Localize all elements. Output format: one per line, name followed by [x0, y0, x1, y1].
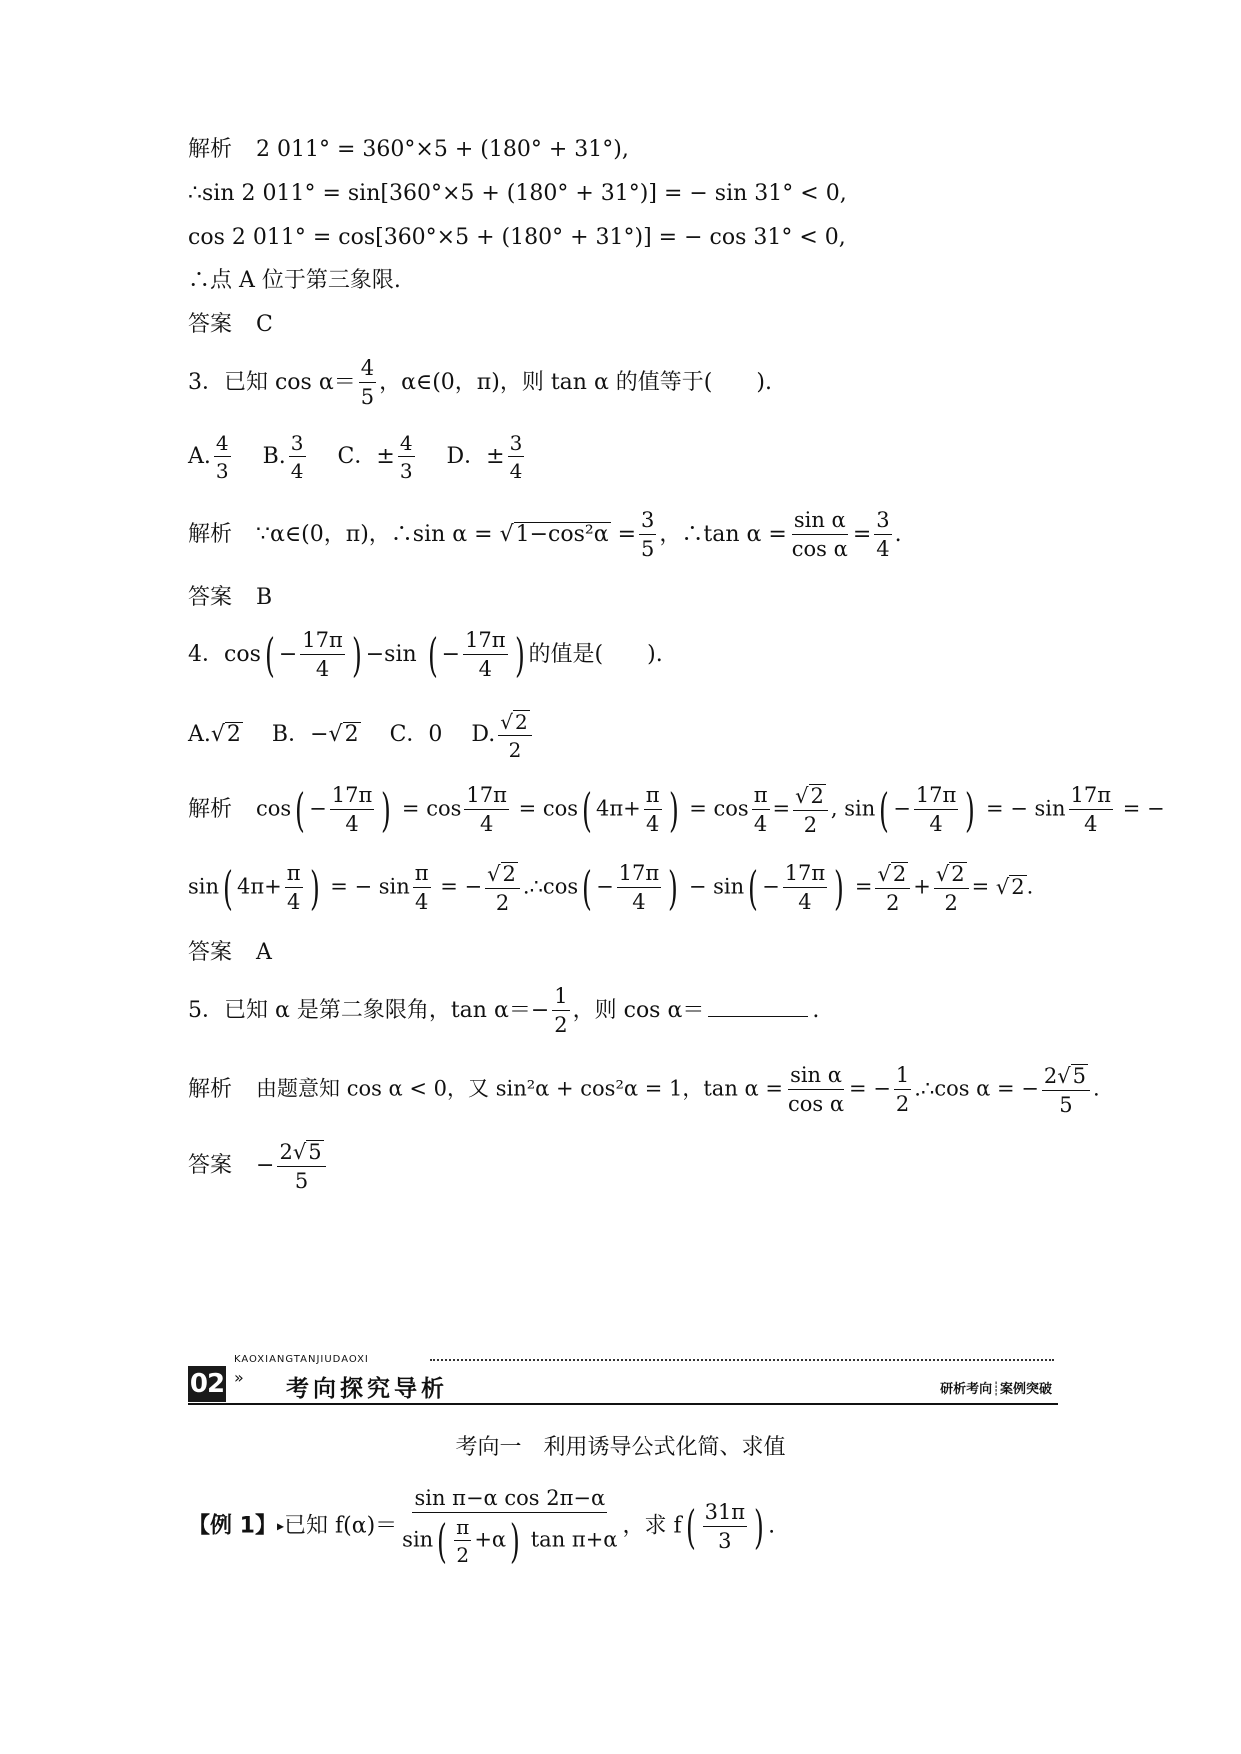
q4-stem-mid: −sin: [365, 642, 417, 667]
analysis-line-2: ∴sin 2 011° = sin[360°×5 + (180° + 31°)] = − sin 31° < 0,: [188, 181, 847, 206]
right-paren: ): [514, 628, 525, 682]
answer-line-1: [188, 314, 273, 336]
left-paren: (: [264, 628, 275, 682]
denominator: 4: [290, 459, 304, 483]
chevron-right-icon: »: [234, 1368, 244, 1387]
fraction: [639, 510, 656, 560]
option-fraction: [398, 433, 415, 481]
example-fraction: [400, 1486, 619, 1568]
option-fraction: [289, 433, 306, 481]
numerator: 3: [874, 510, 891, 535]
option-fraction: [214, 433, 231, 481]
answer-label: 答案: [188, 940, 233, 965]
fraction: [703, 1499, 748, 1553]
analysis-label: 解析: [188, 137, 233, 162]
coefficient: 2: [279, 1140, 293, 1164]
numerator: 17π: [617, 863, 662, 888]
question-5: [188, 986, 819, 1036]
option-label: A.: [188, 444, 211, 469]
option-label: D.: [471, 722, 496, 747]
numerator: 17π: [1069, 785, 1114, 810]
radicand: 2: [226, 722, 241, 747]
numerator: 4: [399, 431, 413, 455]
denominator: 4: [509, 459, 523, 483]
option-label: A.: [188, 722, 211, 747]
denominator: 3: [399, 459, 413, 483]
q3-fraction: [359, 358, 376, 408]
q5-stem-mid: ，则 cos α＝: [572, 998, 705, 1023]
q3-options: [188, 433, 549, 481]
denominator: 5: [641, 537, 655, 561]
period: .: [1093, 1076, 1100, 1101]
option-fraction: [508, 433, 525, 481]
example-1: [188, 1486, 776, 1568]
numerator: 3: [639, 510, 656, 535]
option-b: [262, 431, 309, 483]
denominator: 4: [478, 657, 493, 681]
numerator: 1: [894, 1065, 911, 1090]
analysis-line-4: ∴点 A 位于第三象限.: [188, 268, 401, 293]
analysis-label: 解析: [188, 522, 233, 547]
denominator: cos α: [787, 1092, 845, 1116]
left-paren: (: [685, 1499, 696, 1554]
option-label: B．−: [271, 722, 329, 747]
equals: =: [852, 522, 872, 547]
section-tagline: 研析考向┊案例突破: [940, 1382, 1052, 1397]
section-pinyin: KAOXIANGTANJIUDAOXI: [234, 1354, 369, 1365]
right-paren: ): [351, 628, 362, 682]
example-stem: 已知 f(α)＝: [284, 1513, 398, 1539]
section-title: 考向探究导析: [286, 1376, 448, 1402]
section-number: 02: [188, 1366, 226, 1402]
radicand: 5: [1072, 1064, 1087, 1088]
analysis-line-1: [188, 139, 629, 161]
numerator: 17π: [914, 785, 959, 810]
answer-fraction: [277, 1140, 325, 1192]
option-c: C．0: [389, 722, 443, 747]
fraction: [1042, 1064, 1090, 1116]
banner-rule: [188, 1403, 1058, 1405]
q5-answer: [188, 1140, 329, 1192]
example-label: 【例 1】: [188, 1513, 277, 1539]
q5-stem: 5．已知 α 是第二象限角，tan α＝−: [188, 998, 550, 1023]
radicand: 2: [344, 722, 359, 747]
option-label: C．±: [337, 444, 395, 469]
answer-sign: −: [256, 1153, 275, 1178]
radicand: 1−cos²α: [515, 522, 609, 547]
denominator: 2: [456, 1543, 470, 1567]
q5-analysis: [188, 1064, 1100, 1116]
denominator: 4: [1084, 812, 1098, 836]
q4-options: [188, 710, 557, 760]
analysis-text: 2 011° = 360°×5 + (180° + 31°),: [256, 137, 629, 162]
numerator: sin π−α cos 2π−α: [412, 1488, 607, 1513]
right-paren: ): [754, 1499, 765, 1554]
numerator: π: [456, 1515, 470, 1539]
denominator: 5: [360, 385, 375, 409]
q3-answer: [188, 587, 272, 609]
fraction: [454, 1517, 471, 1565]
period: .: [812, 998, 820, 1023]
sqrt-expression: √5: [292, 1140, 322, 1164]
q3-solution-text: ，∴tan α =: [659, 522, 787, 547]
denominator: 5: [294, 1169, 309, 1193]
left-paren: (: [437, 1514, 448, 1568]
numerator: 4: [215, 431, 229, 455]
q4-analysis-line-2: sin( 4π+ $\frac{\pi}{4}$ ) = − sin $\frac{\pi}{4}$ = − $\frac{√2}{2}$ .∴cos( − $\frac{17\pi}{4}$ ) − sin( − $\frac{17\pi}{4}$ ) = $\frac{√2}{2}$ + $\frac{√2}{2}$ = √2.: [188, 861, 1034, 915]
numerator: [277, 1140, 325, 1167]
numerator: 3: [290, 431, 304, 455]
q3-stem-tail: ，α∈(0，π)，则 tan α 的值等于( ).: [379, 370, 772, 395]
radicand: 5: [308, 1140, 322, 1164]
q5-solution-text: = −: [849, 1076, 891, 1101]
analysis-label: 解析: [188, 1076, 233, 1102]
denominator: cos α: [791, 537, 848, 561]
option-label: B.: [262, 444, 286, 469]
denominator: 2: [508, 738, 522, 762]
section-banner: [188, 1354, 1058, 1404]
right-paren: ): [510, 1514, 521, 1568]
denominator: 3: [215, 459, 229, 483]
radicand: 2: [515, 710, 528, 734]
q4-analysis-line-1: 解析 cos( − $\frac{17\pi}{4}$ ) = cos $\frac{17\pi}{4}$ = cos( 4π+ $\frac{\pi}{4}$ ) = cos $\frac{\pi}{4}$ = $\frac{√2}{2}$ , sin( − $\frac{17\pi}{4}$ ) = − sin $\frac{17\pi}{4}$ = −: [188, 783, 1165, 837]
option-a: [188, 722, 243, 747]
denominator: 4: [345, 812, 359, 836]
fraction: [786, 1065, 846, 1115]
option-a: [188, 431, 234, 483]
equals: =: [617, 522, 636, 547]
numerator: 4: [359, 358, 376, 383]
numerator: 17π: [464, 785, 509, 810]
question-3: [188, 358, 772, 408]
q3-stem: 3．已知 cos α＝: [188, 370, 356, 395]
q3-solution-text: ∵α∈(0，π)，∴sin α =: [256, 522, 493, 547]
q4-stem-tail: 的值是( ).: [528, 642, 663, 667]
answer-value: C: [256, 312, 273, 337]
numerator: √ 2: [498, 710, 531, 736]
q4-stem: 4．cos: [188, 642, 261, 667]
fraction: [463, 630, 508, 680]
denominator: 4: [798, 890, 812, 914]
denominator: 2: [554, 1013, 568, 1037]
numerator: 17π: [783, 863, 828, 888]
sqrt-expression: √2: [328, 722, 359, 747]
analysis-line-3: cos 2 011° = cos[360°×5 + (180° + 31°)] = − cos 31° < 0,: [188, 225, 846, 250]
option-fraction: [498, 710, 531, 760]
q3-analysis: [188, 510, 902, 560]
fraction: [874, 510, 891, 560]
example-tail: ，求 f: [622, 1513, 682, 1539]
denominator-part: tan π+α: [530, 1527, 618, 1552]
answer-label: 答案: [188, 312, 233, 337]
period: .: [768, 1513, 776, 1539]
fraction: [300, 630, 345, 680]
subsection-title: 考向一 利用诱导公式化简、求值: [455, 1435, 786, 1460]
denominator: 4: [632, 890, 646, 914]
answer-value: B: [256, 585, 273, 610]
sqrt-expression: √2: [210, 722, 241, 747]
option-d: [446, 431, 528, 483]
numerator: sin α: [788, 1065, 844, 1090]
denominator: 5: [1059, 1093, 1073, 1117]
answer-value: A: [256, 940, 272, 965]
numerator: 1: [552, 986, 569, 1011]
fraction: [552, 986, 569, 1036]
numerator: 17π: [300, 630, 345, 655]
coefficient: 2: [1043, 1064, 1058, 1088]
fraction: [790, 510, 850, 560]
denominator: 4: [929, 812, 943, 836]
denominator: 4: [876, 537, 890, 561]
q5-solution-text: 由题意知 cos α < 0，又 sin²α + cos²α = 1，tan α =: [256, 1076, 783, 1101]
answer-label: 答案: [188, 1153, 233, 1178]
triangle-right-icon: ▸: [276, 1518, 284, 1535]
numerator: sin α: [792, 510, 848, 535]
numerator: 17π: [330, 785, 375, 810]
period: .: [894, 522, 902, 547]
numerator: 17π: [463, 630, 508, 655]
dotted-divider: [430, 1359, 1054, 1361]
sqrt-expression: √1−cos²α: [499, 522, 609, 547]
q4-answer: [188, 942, 272, 964]
denominator: 4: [479, 812, 494, 836]
option-c: [337, 431, 418, 483]
sqrt-expression: √5: [1057, 1064, 1087, 1088]
denominator: 4: [315, 657, 330, 681]
option-b: [272, 722, 361, 747]
question-4: 4．cos( − $\frac{17\pi}{4}$ ) −sin ( − $\frac{17\pi}{4}$ ) 的值是( ).: [188, 628, 663, 682]
answer-label: 答案: [188, 585, 233, 610]
analysis-label: 解析: [188, 796, 233, 822]
denominator-part: sin: [402, 1527, 434, 1552]
denominator: 2: [895, 1092, 910, 1116]
denominator: 3: [718, 1528, 732, 1553]
answer-blank: [708, 1016, 808, 1017]
denominator: [400, 1513, 619, 1568]
numerator: 3: [509, 431, 523, 455]
numerator: 31π: [703, 1502, 748, 1527]
option-label: D．±: [446, 444, 505, 469]
numerator: [1042, 1064, 1090, 1091]
denominator-part: +α: [474, 1527, 507, 1552]
q5-solution-text: .∴cos α = −: [914, 1076, 1039, 1101]
fraction: [894, 1065, 911, 1115]
left-paren: (: [427, 628, 438, 682]
option-d: [471, 710, 534, 762]
